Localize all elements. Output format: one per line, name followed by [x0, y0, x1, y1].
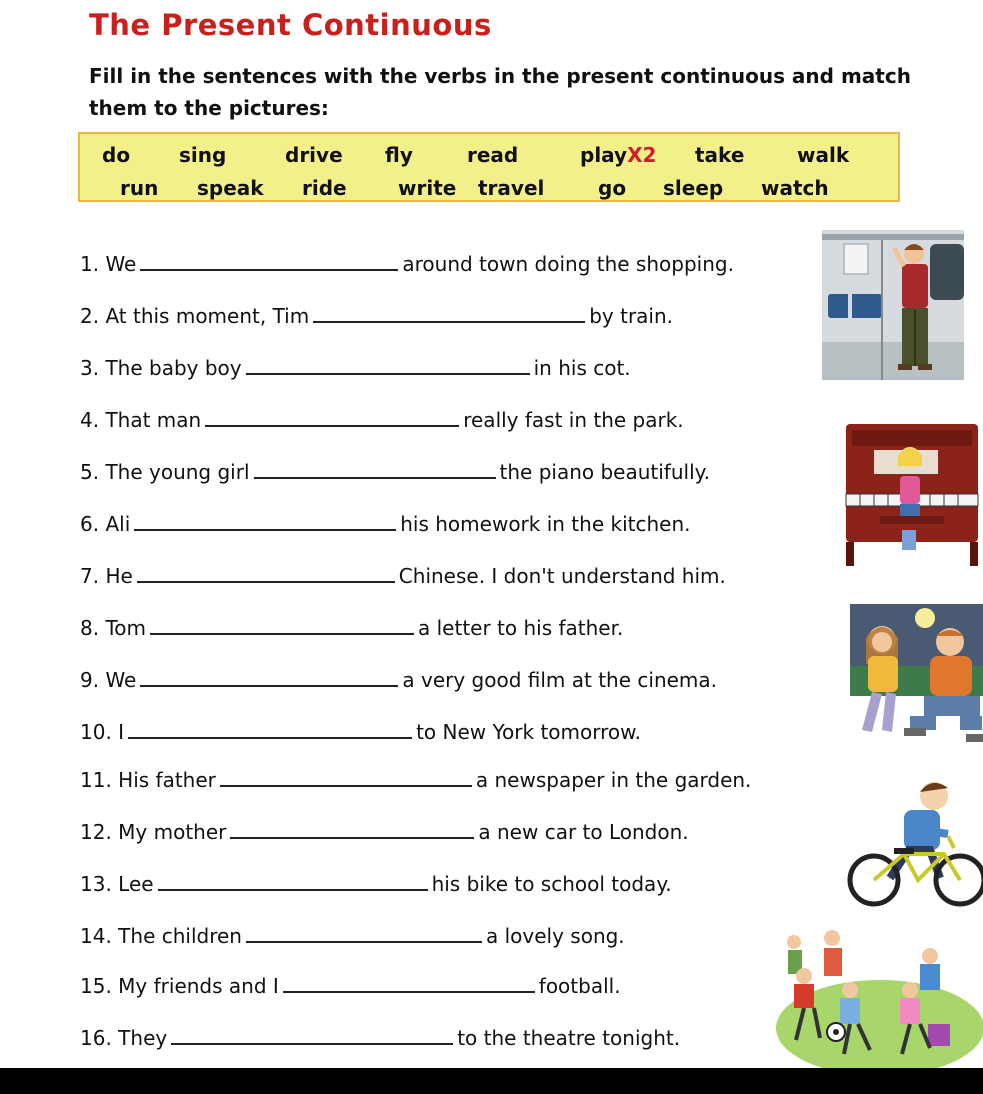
- answer-blank[interactable]: [220, 765, 472, 787]
- word-bank: [78, 132, 900, 202]
- answer-blank[interactable]: [150, 613, 414, 635]
- word-speak: speak: [197, 176, 264, 200]
- couple-at-cinema-picture: [850, 604, 983, 744]
- exercise-11: 11. His father a newspaper in the garden.: [80, 765, 751, 795]
- exercise-5: 5. The young girl the piano beautifully.: [80, 457, 710, 487]
- man-on-train-picture: [822, 230, 964, 380]
- boy-riding-bike-picture: [844, 774, 983, 912]
- answer-blank[interactable]: [246, 353, 530, 375]
- bottom-black-bar: [0, 1068, 983, 1094]
- answer-blank[interactable]: [254, 457, 496, 479]
- word-fly: fly: [385, 143, 413, 167]
- exercise-3: 3. The baby boy in his cot.: [80, 353, 631, 383]
- exercise-15: 15. My friends and I football.: [80, 971, 621, 1001]
- exercise-13: 13. Lee his bike to school today.: [80, 869, 672, 899]
- answer-blank[interactable]: [140, 249, 398, 271]
- answer-blank[interactable]: [137, 561, 395, 583]
- exercise-7: 7. He Chinese. I don't understand him.: [80, 561, 726, 591]
- answer-blank[interactable]: [134, 509, 396, 531]
- word-walk: walk: [797, 143, 850, 167]
- word-ride: ride: [302, 176, 347, 200]
- play-times-two-marker: X2: [627, 143, 657, 167]
- word-sleep: sleep: [663, 176, 724, 200]
- answer-blank[interactable]: [283, 971, 535, 993]
- exercise-4: 4. That man really fast in the park.: [80, 405, 684, 435]
- exercise-14: 14. The children a lovely song.: [80, 921, 625, 951]
- exercise-9: 9. We a very good film at the cinema.: [80, 665, 717, 695]
- girl-playing-piano-picture: [840, 420, 983, 570]
- exercise-8: 8. Tom a letter to his father.: [80, 613, 623, 643]
- answer-blank[interactable]: [246, 921, 482, 943]
- exercise-1: 1. We around town doing the shopping.: [80, 249, 734, 279]
- word-read: read: [467, 143, 519, 167]
- answer-blank[interactable]: [171, 1023, 453, 1045]
- word-run: run: [120, 176, 159, 200]
- exercise-10: 10. I to New York tomorrow.: [80, 717, 641, 747]
- answer-blank[interactable]: [140, 665, 398, 687]
- answer-blank[interactable]: [313, 301, 585, 323]
- word-sing: sing: [179, 143, 227, 167]
- answer-blank[interactable]: [158, 869, 428, 891]
- page-title: The Present Continuous: [89, 8, 492, 42]
- answer-blank[interactable]: [230, 817, 474, 839]
- word-take: take: [695, 143, 745, 167]
- word-travel: travel: [478, 176, 545, 200]
- exercise-6: 6. Ali his homework in the kitchen.: [80, 509, 690, 539]
- word-play: playX2: [580, 143, 657, 167]
- answer-blank[interactable]: [205, 405, 459, 427]
- exercise-2: 2. At this moment, Tim by train.: [80, 301, 673, 331]
- word-watch: watch: [761, 176, 829, 200]
- exercise-12: 12. My mother a new car to London.: [80, 817, 689, 847]
- exercise-16: 16. They to the theatre tonight.: [80, 1023, 680, 1053]
- word-go: go: [598, 176, 627, 200]
- children-playing-football-picture: [770, 928, 983, 1068]
- instructions: Fill in the sentences with the verbs in the present continuous and match them to the pictures:: [89, 64, 911, 120]
- word-do: do: [102, 143, 131, 167]
- answer-blank[interactable]: [128, 717, 412, 739]
- word-write: write: [398, 176, 457, 200]
- word-drive: drive: [285, 143, 343, 167]
